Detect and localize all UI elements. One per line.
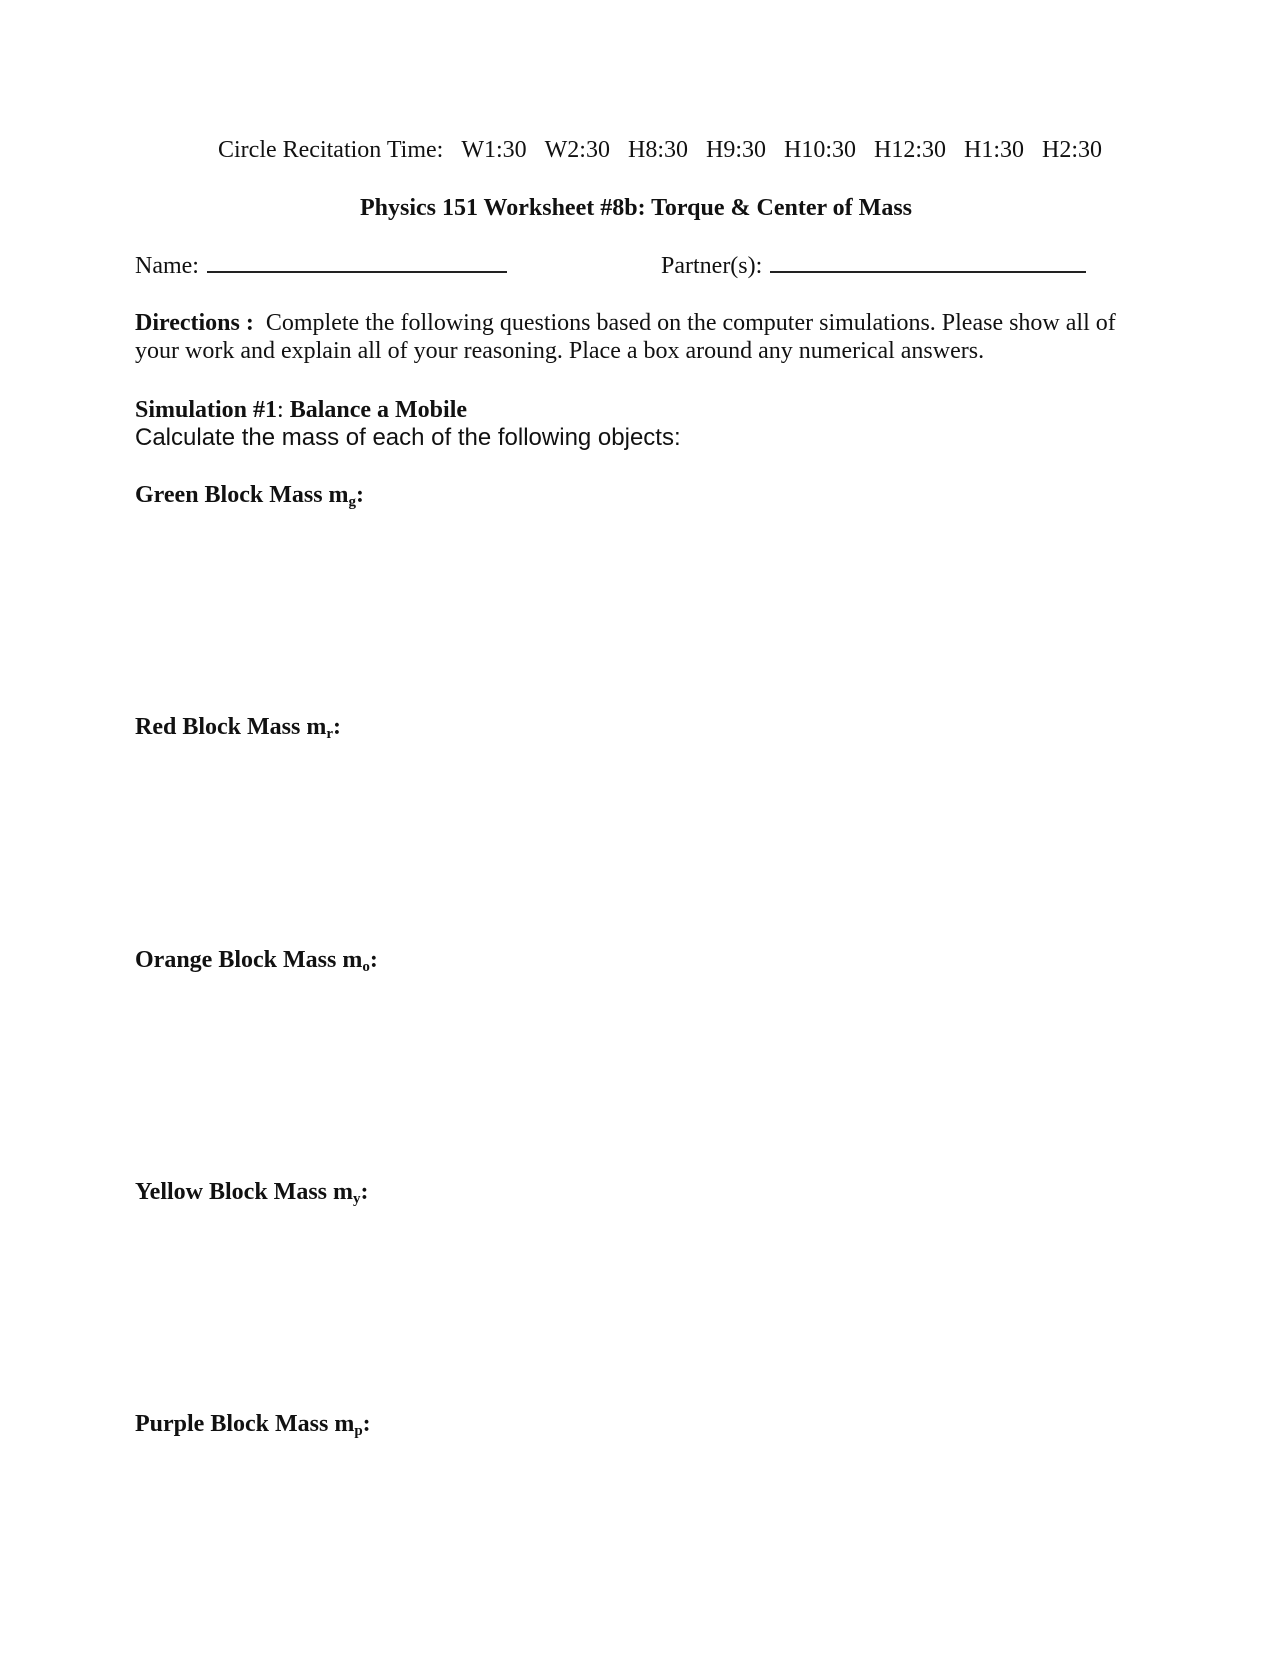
worksheet-title: Physics 151 Worksheet #8b: Torque & Center of Mass <box>359 195 913 221</box>
red-block-mass-label <box>135 713 341 741</box>
directions-text: Complete the following questions based on the computer simulations. Please show all of your work and explain all of your reasoning. Place a box around any numerical answers. <box>135 310 1116 364</box>
block-label-suffix: : <box>362 1411 371 1437</box>
worksheet-title-row <box>0 194 1280 222</box>
block-label-suffix: : <box>360 1179 369 1205</box>
simulation-name: Balance a Mobile <box>289 397 468 423</box>
recitation-time-row <box>218 136 1102 164</box>
simulation-heading-separator: : <box>277 397 290 423</box>
recitation-time-option[interactable]: H12:30 <box>873 137 946 163</box>
directions-paragraph <box>135 309 1145 365</box>
block-label-suffix: : <box>333 714 342 740</box>
recitation-label: Circle Recitation Time: <box>218 137 444 163</box>
block-label-suffix: : <box>369 947 378 973</box>
recitation-time-option[interactable]: H10:30 <box>783 137 856 163</box>
recitation-time-option[interactable]: H1:30 <box>963 137 1024 163</box>
block-label-text: Purple Block Mass m <box>135 1411 355 1437</box>
partner-label: Partner(s): <box>661 253 763 279</box>
name-field <box>135 251 507 280</box>
recitation-time-option[interactable]: H8:30 <box>627 137 688 163</box>
name-label: Name: <box>135 253 199 279</box>
recitation-time-option[interactable]: W2:30 <box>544 137 610 163</box>
simulation-heading <box>135 396 467 424</box>
recitation-times <box>443 137 1102 163</box>
simulation-prompt: Calculate the mass of each of the following objects: <box>135 424 681 451</box>
block-label-suffix: : <box>356 482 365 508</box>
orange-block-mass-label <box>135 946 378 974</box>
block-label-text: Red Block Mass m <box>135 714 327 740</box>
block-label-subscript: p <box>354 1423 363 1439</box>
block-label-subscript: o <box>362 959 370 975</box>
green-block-mass-label <box>135 481 364 509</box>
recitation-time-option[interactable]: W1:30 <box>461 137 527 163</box>
purple-block-mass-label <box>135 1410 371 1438</box>
directions-label: Directions : <box>135 310 254 336</box>
recitation-time-option[interactable]: H9:30 <box>705 137 766 163</box>
partner-field <box>661 251 1086 280</box>
recitation-time-option[interactable]: H2:30 <box>1041 137 1102 163</box>
block-label-subscript: g <box>348 494 357 510</box>
block-label-subscript: r <box>326 726 334 742</box>
block-label-text: Yellow Block Mass m <box>135 1179 353 1205</box>
partner-blank-line[interactable] <box>770 251 1086 273</box>
block-label-text: Orange Block Mass m <box>135 947 363 973</box>
block-label-subscript: y <box>353 1191 361 1207</box>
block-label-text: Green Block Mass m <box>135 482 349 508</box>
yellow-block-mass-label <box>135 1178 369 1206</box>
simulation-number: Simulation #1 <box>135 397 278 423</box>
name-blank-line[interactable] <box>207 251 507 273</box>
